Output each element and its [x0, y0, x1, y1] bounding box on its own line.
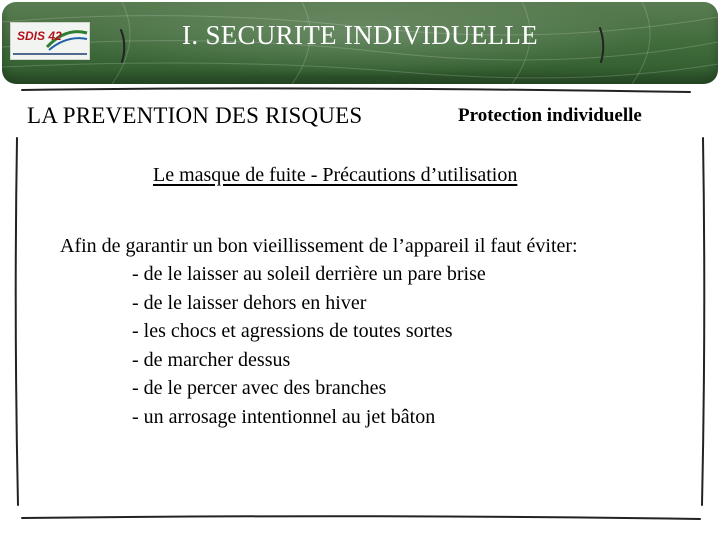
list-item: - de le laisser au soleil derrière un pare brise — [132, 263, 486, 285]
intro-text: Afin de garantir un bon vieillissement de l’appareil il faut éviter: — [60, 235, 578, 257]
list-item: - un arrosage intentionnel au jet bâton — [132, 405, 436, 428]
page-title: I. SECURITE INDIVIDUELLE — [182, 20, 538, 50]
header-banner — [2, 2, 718, 84]
list-item: - de le laisser dehors en hiver — [132, 291, 367, 314]
section-title: LA PREVENTION DES RISQUES — [27, 103, 363, 128]
logo-text: SDIS 42 — [17, 29, 62, 43]
list-item: - les chocs et agressions de toutes sortes — [132, 320, 453, 342]
section-subtitle: Protection individuelle — [458, 105, 642, 126]
precautions-list — [132, 260, 486, 431]
list-item: - de marcher dessus — [132, 348, 291, 371]
list-item: - de le percer avec des branches — [132, 377, 387, 399]
slide-subtitle: Le masque de fuite - Précautions d’utilisation — [153, 164, 518, 186]
